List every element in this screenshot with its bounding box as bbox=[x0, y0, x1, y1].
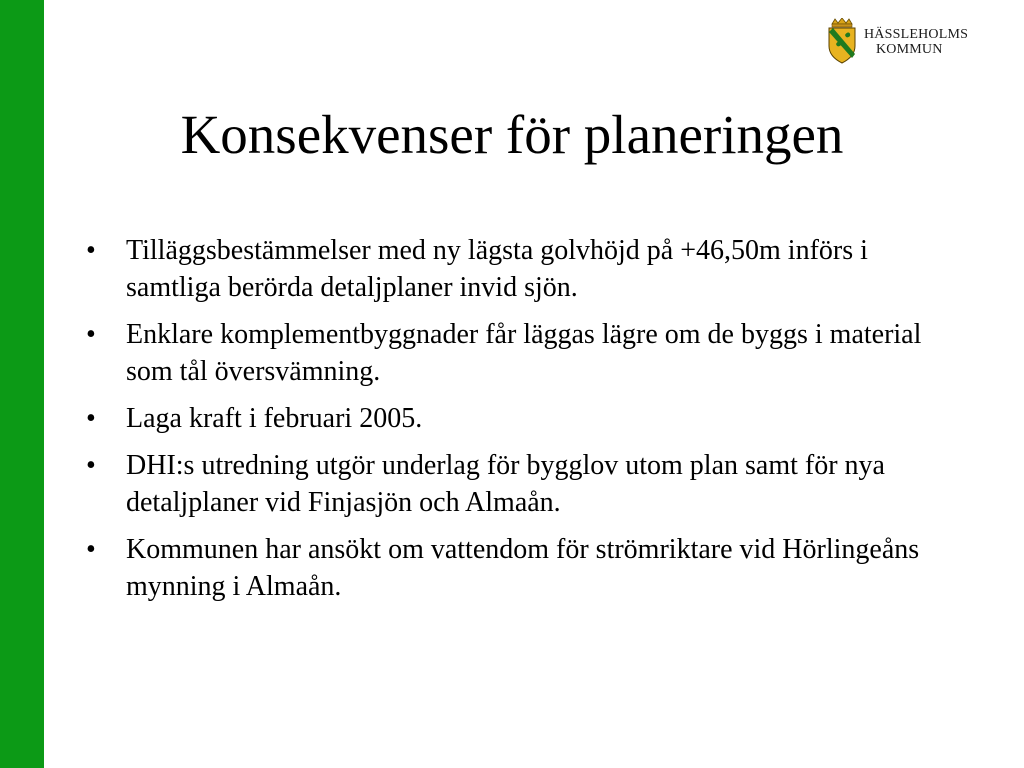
bullet-text: Kommunen har ansökt om vattendom för strömriktare vid Hörlingeåns mynning i Almaån. bbox=[126, 534, 920, 602]
bullet-dot: • bbox=[86, 319, 96, 350]
bullet-dot: • bbox=[86, 534, 96, 565]
logo-text bbox=[864, 27, 968, 57]
bullet-item bbox=[84, 447, 964, 521]
bullet-item bbox=[84, 232, 964, 306]
bullet-text: Laga kraft i februari 2005. bbox=[126, 403, 423, 434]
bullet-item bbox=[84, 400, 964, 437]
bullet-dot: • bbox=[86, 403, 96, 434]
logo-text-line1: HÄSSLEHOLMS bbox=[864, 27, 969, 42]
slide-title: Konsekvenser för planeringen bbox=[180, 104, 844, 165]
bullet-dot: • bbox=[86, 235, 96, 266]
hassleholm-kommun-logo bbox=[826, 18, 986, 66]
bullet-item bbox=[84, 316, 964, 390]
bullet-text: DHI:s utredning utgör underlag för bygglov utom plan samt för nya detaljplaner vid Finjasjön och Almaån. bbox=[126, 450, 885, 518]
bullet-text: Enklare komplementbyggnader får läggas lägre om de byggs i material som tål översvämning. bbox=[126, 319, 922, 387]
logo-text-line2: KOMMUN bbox=[876, 42, 943, 57]
coat-of-arms-icon bbox=[826, 18, 858, 64]
bullet-text: Tilläggsbestämmelser med ny lägsta golvhöjd på +46,50m införs i samtliga berörda detaljplaner invid sjön. bbox=[126, 235, 868, 303]
bullet-list bbox=[84, 232, 964, 615]
bullet-dot: • bbox=[86, 450, 96, 481]
bullet-item bbox=[84, 531, 964, 605]
